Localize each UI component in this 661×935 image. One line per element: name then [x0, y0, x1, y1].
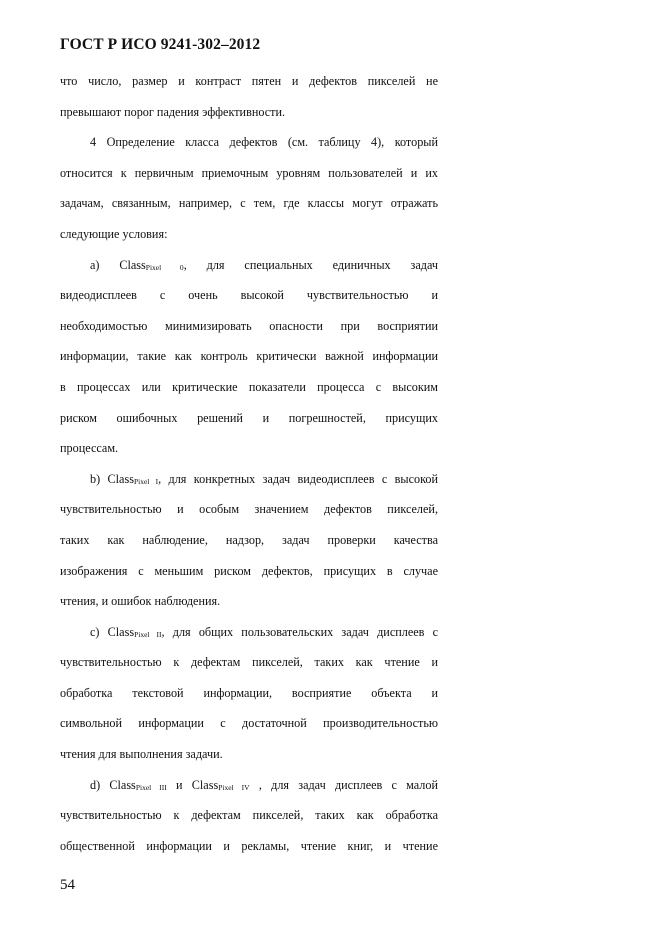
text-line: относится к первичным приемочным уровням пользователей и их [60, 165, 438, 180]
text-line: чувствительностью к дефектам пикселей, таких как чтение и [60, 655, 438, 670]
class-label: c) Class [90, 624, 135, 639]
text-fragment: , для конкретных задач видеодисплеев с высокой [158, 471, 438, 486]
class-label: d) Class [90, 777, 136, 792]
document-body [60, 66, 438, 861]
text-line: таких как наблюдение, надзор, задач проверки качества [60, 532, 438, 547]
class-label: b) Class [90, 471, 134, 486]
class-subscript: Pixel I [133, 476, 159, 486]
list-item-b-first-line [60, 464, 438, 495]
class-subscript: Pixel III [135, 782, 167, 792]
text-fragment: , для задач дисплеев с малой [249, 777, 438, 792]
text-line: следующие условия: [60, 226, 168, 241]
text-line: риском ошибочных решений и погрешностей, присущих [60, 410, 438, 425]
text-fragment: , для специальных единичных задач [183, 257, 438, 272]
class-subscript: Pixel IV [218, 782, 250, 792]
text-line: процессам. [60, 441, 119, 456]
class-subscript: Pixel II [134, 629, 162, 639]
text-fragment: , для общих пользовательских задач дисплеев с [161, 624, 438, 639]
page-number: 54 [60, 877, 75, 893]
text-line: чувствительностью и особым значением дефектов пикселей, [60, 502, 438, 517]
text-fragment: и Class [166, 777, 219, 792]
text-line: общественной информации и рекламы, чтение книг, и чтение [60, 838, 438, 853]
text-line: обработка текстовой информации, восприятие объекта и [60, 685, 438, 700]
text-line: чтения, и ошибок наблюдения. [60, 594, 221, 609]
class-subscript: Pixel 0 [145, 262, 184, 272]
text-line: чувствительностью к дефектам пикселей, таких как обработка [60, 808, 438, 823]
text-line: чтения для выполнения задачи. [60, 747, 223, 762]
text-line: 4 Определение класса дефектов (см. таблицу 4), который [90, 135, 438, 150]
class-label: a) Class [90, 257, 146, 272]
text-line: превышают порог падения эффективности. [60, 104, 286, 119]
list-item-d-first-line [60, 770, 438, 801]
text-line: информации, такие как контроль критически важной информации [60, 349, 438, 364]
text-line: в процессах или критические показатели процесса с высоким [60, 379, 438, 394]
text-line: видеодисплеев с очень высокой чувствительностью и [60, 288, 438, 303]
list-item-c-first-line [60, 617, 438, 648]
text-line: задачам, связанным, например, с тем, где классы могут отражать [60, 196, 438, 211]
standard-header: ГОСТ Р ИСО 9241-302–2012 [60, 36, 261, 53]
text-line: что число, размер и контраст пятен и дефектов пикселей не [60, 74, 438, 88]
text-line: символьной информации с достаточной производительностью [60, 716, 438, 731]
list-item-a-first-line [60, 250, 438, 281]
text-line: необходимостью минимизировать опасности при восприятии [60, 318, 438, 333]
text-line: изображения с меньшим риском дефектов, присущих в случае [60, 563, 438, 578]
